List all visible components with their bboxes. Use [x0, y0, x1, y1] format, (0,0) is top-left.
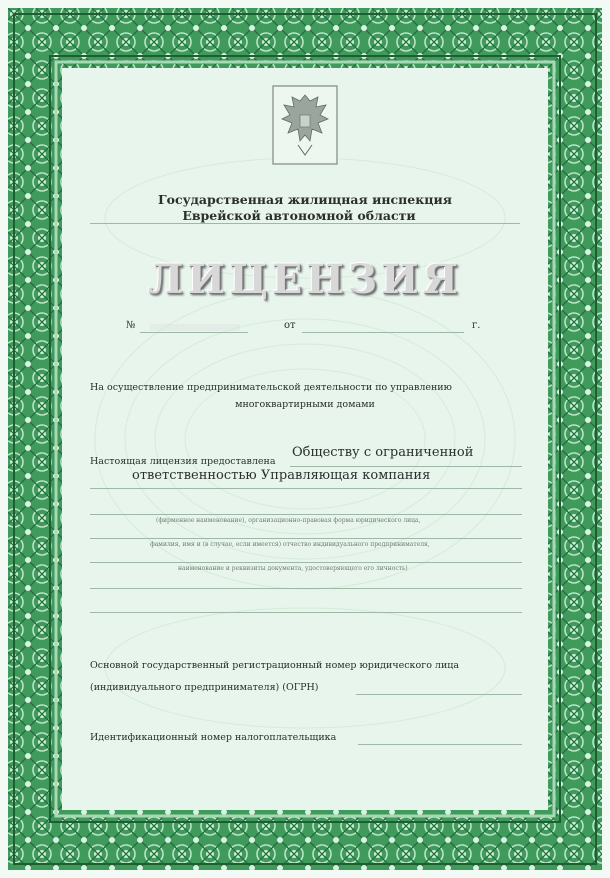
hint-line2: фамилия, имя и (в случае, если имеется) отчество индивидуального предпринимателя, — [150, 541, 430, 548]
date-label: от — [284, 320, 296, 331]
number-field — [140, 332, 248, 333]
licensee-underline-3 — [90, 514, 522, 515]
licensee-name-line1: Обществу с ограниченной — [292, 445, 474, 460]
inn-label: Идентификационный номер налогоплательщика — [90, 732, 337, 743]
ogrn-field — [356, 694, 522, 695]
number-label: № — [126, 320, 136, 331]
licensee-underline-1 — [290, 466, 522, 467]
hint-underline-1 — [90, 538, 522, 539]
hint-underline-2 — [90, 562, 522, 563]
hint-line1: (фирменное наименование), организационно-правовая форма юридического лица, — [156, 517, 421, 524]
issuing-authority-line2: Еврейской автономной области — [182, 208, 416, 223]
guilloche-background — [62, 68, 548, 810]
authority-underline — [90, 223, 520, 224]
ogrn-label-line1: Основной государственный регистрационный номер юридического лица — [90, 660, 460, 671]
licensee-name-line2: ответственностью Управляющая компания — [132, 468, 431, 483]
licensee-underline-2 — [90, 488, 522, 489]
inn-field — [358, 744, 522, 745]
issuing-authority-line1: Государственная жилищная инспекция — [158, 192, 452, 207]
activity-line1: На осуществление предпринимательской деятельности по управлению — [90, 382, 452, 393]
date-field — [302, 332, 464, 333]
blank-underline-1 — [90, 588, 522, 589]
licensee-label: Настоящая лицензия предоставлена — [90, 456, 276, 467]
blank-underline-2 — [90, 612, 522, 613]
coat-of-arms-emblem — [272, 85, 338, 165]
ogrn-label-line2: (индивидуального предпринимателя) (ОГРН) — [90, 682, 319, 693]
year-suffix: г. — [472, 320, 481, 331]
redaction-mark — [150, 324, 240, 331]
document-title: ЛИЦЕНЗИЯ — [147, 256, 462, 303]
activity-line2: многоквартирными домами — [235, 399, 375, 410]
paper-area — [62, 68, 548, 810]
hint-line3: наименование и реквизиты документа, удостоверяющего его личность) — [178, 565, 408, 572]
